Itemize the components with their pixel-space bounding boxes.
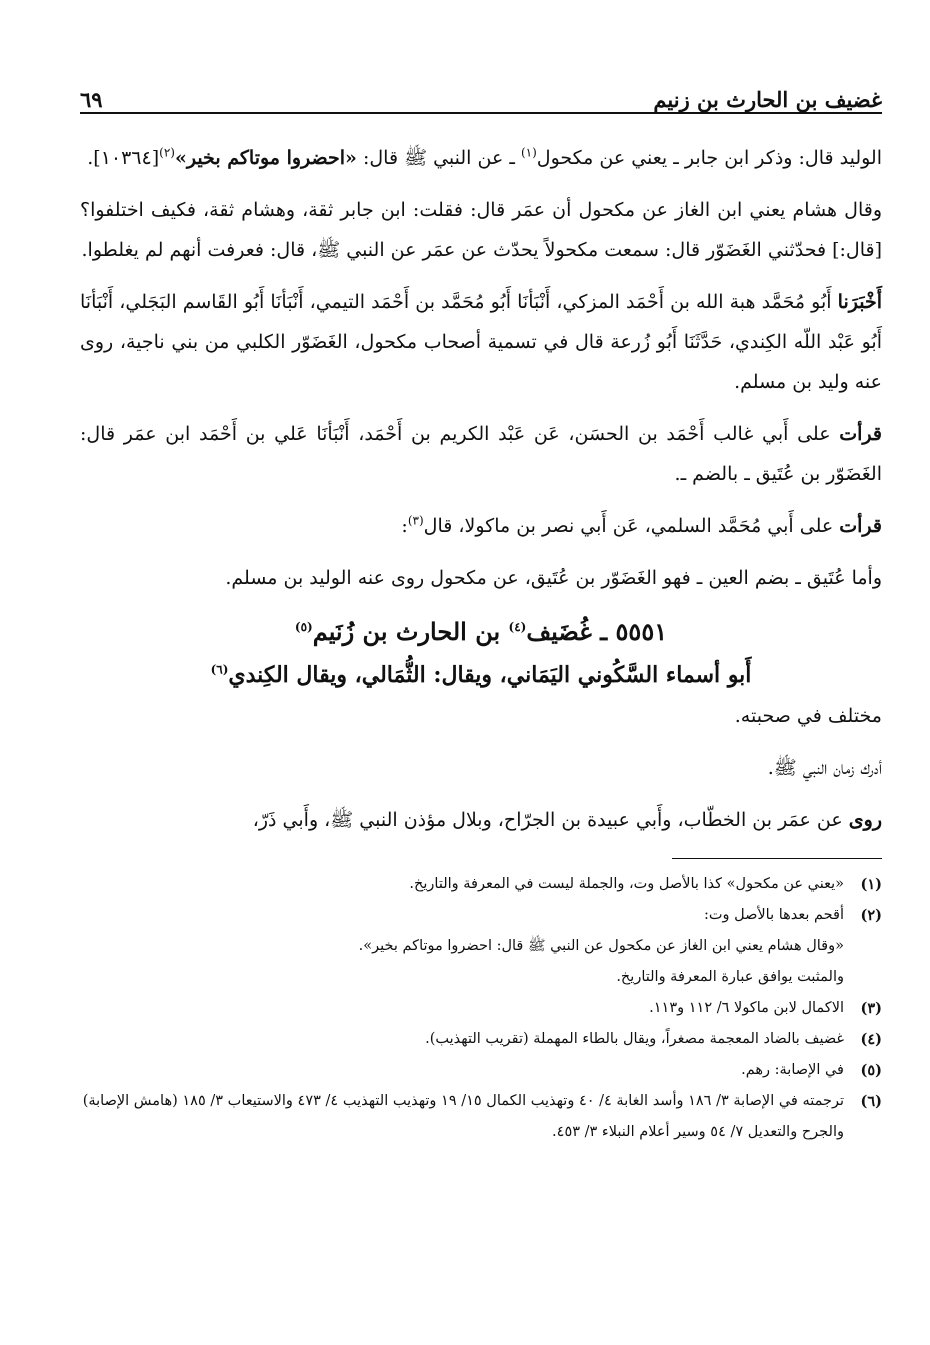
running-title: غضيف بن الحارث بن زنيم [653,87,882,112]
page-number: ٦٩ [80,87,103,112]
entry-subtitle-text: أَبو أسماء السَّكُوني اليَمَاني، ويقال: الثُّمَالي، ويقال الكِندي [228,662,752,688]
paragraph [80,190,882,270]
paragraph-text: عن عمَر بن الخطّاب، وأَبي عبيدة بن الجرّاح، وبلال مؤذن النبي ﷺ، وأَبي ذَرّ، [252,809,849,831]
footnotes [80,869,882,1148]
paragraph-text: الوليد قال: وذكر ابن جابر ـ يعني عن مكحول [536,147,882,169]
footnote-number: (٣) [860,1000,882,1017]
footnote-item [80,1055,882,1086]
paragraph-text: : [401,515,408,537]
paragraph-text: مختلف في صحبته. [734,705,882,727]
paragraph-text: ـ عن النبي ﷺ قال: [356,147,521,169]
paragraph [80,696,882,736]
footnote-number: (٢) [860,907,882,924]
footnote-text: أقحم بعدها بالأصل وت: [703,907,844,923]
paragraph-text: وقال هشام يعني ابن الغاز عن مكحول أن عمَر قال: فقلت: ابن جابر ثقة، وهشام ثقة، فكيف اختلفوا؟ [قال:] فحدّثني الغَضَوّر قال: سمعت مكحولاً يحدّث عن عمَر عن النبي ﷺ، قال: فعرفت أنهم لم يغلطوا. [80,199,882,261]
paragraph [80,800,882,840]
footnote-divider [672,858,882,859]
main-text [80,138,882,840]
document-page [80,60,882,1148]
footnote-ref: (٦) [210,662,229,677]
paragraph-hadith [80,138,882,178]
footnote-text: في الإصابة: رهم. [741,1062,844,1078]
footnote-text: غضيف بالضاد المعجمة مصغراً، ويقال بالطاء المهملة (تقريب التهذيب). [425,1031,844,1047]
footnote-ref: (٥) [294,620,313,634]
footnote-number: (١) [860,876,882,893]
page-header [80,60,882,114]
paragraph [80,282,882,402]
paragraph-lead: قرأت [839,515,882,537]
footnote-item [80,869,882,900]
hadith-quote: «احضروا موتاكم بخير» [174,147,357,169]
footnote-ref: (١) [520,145,537,160]
paragraph-text: أَبُو مُحَمَّد هبة الله بن أَحْمَد المزكي، أَنْبَأنَا أَبُو مُحَمَّد بن أَحْمَد التيمي، أَنْبَأنَا أَبُو القَاسم البَجَلي، أَنْبَأنَا أَبُو عَبْد اللّه الكِندي، حَدَّثَنَا أَبُو زُرعة قال في تسمية أصحاب مكحول، الغَضَوّر الكلبي من بني ناجية، روى عنه وليد بن مسلم. [80,291,882,393]
entry-title-text: ٥٥٥١ ـ غُضَيف [526,617,668,646]
footnote-ref: (٢) [159,145,175,160]
paragraph-text: على أَبي غالب أَحْمَد بن الحسَن، عَن عَبْد الكريم بن أَحْمَد، أَنْبَأنَا عَلي بن أَحْمَد ابن عمَر قال: الغَضَوّر بن عُتَيق ـ بالضم ـ. [80,423,882,485]
paragraph-lead: أَخْبَرَنا [837,291,882,313]
footnote-item [80,1086,882,1148]
entry-title [80,610,882,654]
paragraph-text: وأما عُتَيق ـ بضم العين ـ فهو الغَضَوّر بن عُتَيق، عن مكحول روى عنه الوليد بن مسلم. [225,567,882,589]
footnote-number: (٦) [860,1093,882,1110]
footnote-item [80,1024,882,1055]
footnote-text: «يعني عن مكحول» كذا بالأصل وت، والجملة ليست في المعرفة والتاريخ. [409,876,844,892]
footnote-item [80,900,882,931]
footnote-number: (٤) [860,1031,882,1048]
entry-title-text: بن الحارث بن زُنَيم [312,617,509,646]
footnote-continuation [80,931,882,962]
footnote-text: ترجمته في الإصابة ٣/ ١٨٦ وأسد الغابة ٤/ ٤٠ وتهذيب الكمال ١٥/ ١٩ وتهذيب التهذيب ٤/ ٤٧٣ والاستيعاب ٣/ ١٨٥ (هامش الإصابة) والجرح والتعديل ٧/ ٥٤ وسير أعلام النبلاء ٣/ ٤٥٣. [82,1093,844,1140]
paragraph [80,748,882,788]
footnote-text: الاكمال لابن ماكولا ٦/ ١١٢ و١١٣. [649,1000,844,1016]
paragraph [80,414,882,494]
footnote-continuation [80,962,882,993]
footnote-text: والمثبت يوافق عبارة المعرفة والتاريخ. [616,969,844,985]
paragraph [80,558,882,598]
hadith-number: [١٠٣٦٤]. [87,147,160,169]
footnote-text: «وقال هشام يعني ابن الغاز عن مكحول عن النبي ﷺ قال: احضروا موتاكم بخير». [358,938,844,954]
paragraph-text: على أَبي مُحَمَّد السلمي، عَن أَبي نصر بن ماكولا، قال [423,515,840,537]
paragraph-text: أدرك زمان النبي ﷺ. [767,757,882,779]
entry-subtitle [80,654,882,696]
footnote-item [80,993,882,1024]
paragraph-lead: روى [848,809,882,831]
footnote-ref: (٣) [407,513,424,528]
footnote-ref: (٤) [508,620,527,634]
footnote-number: (٥) [860,1062,882,1079]
paragraph-lead: قرأت [839,423,882,445]
paragraph [80,506,882,546]
